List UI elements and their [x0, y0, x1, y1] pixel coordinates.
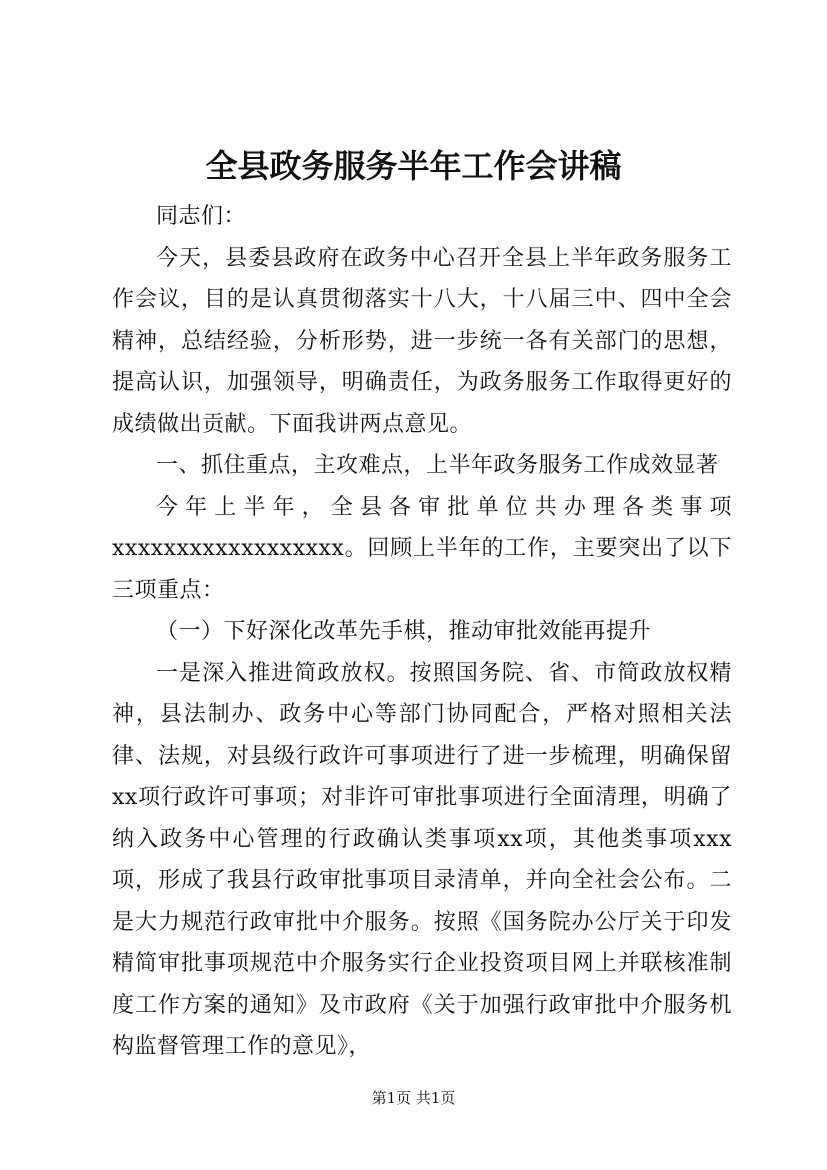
paragraph-reform: 一是深入推进简政放权。按照国务院、省、市简政放权精神，县法制办、政务中心等部门协同配合，严格对照相关法律、法规，对县级行政许可事项进行了进一步梳理，明确保留xx项行政许可事项；对非许可审批事项进行全面清理，明确了纳入政务中心管理的行政确认类事项xx项，其他类事项xxx项，形成了我县行政审批事项目录清单，并向全社会公布。二是大力规范行政审批中介服务。按照《国务院办公厅关于印发精简审批事项规范中介服务实行企业投资项目网上并联核准制度工作方案的通知》及市政府《关于加强行政审批中介服务机构监督管理工作的意见》，	[112, 660, 732, 1059]
section-heading-1: 一、抓住重点，主攻难点，上半年政务服务工作成效显著	[156, 453, 719, 478]
paragraph-summary-rest: xxxxxxxxxxxxxxxxxx。回顾上半年的工作，主要突出了以下三项重点：	[112, 536, 732, 603]
document-body	[112, 196, 732, 1068]
section-heading-2: （一）下好深化改革先手棋，推动审批效能再提升	[156, 619, 652, 644]
document-title: 全县政务服务半年工作会讲稿	[205, 147, 622, 185]
paragraph-intro: 今天，县委县政府在政务中心召开全县上半年政务服务工作会议，目的是认真贯彻落实十八大，十八届三中、四中全会精神，总结经验，分析形势，进一步统一各有关部门的思想，提高认识，加强领导，明确责任，为政务服务工作取得更好的成绩做出贡献。下面我讲两点意见。	[112, 245, 732, 437]
page-footer: 第1页 共1页	[371, 1089, 456, 1107]
paragraph-summary-line-1: 今年上半年，全县各审批单位共办理各类事项	[156, 494, 732, 520]
salutation: 同志们：	[156, 204, 247, 229]
